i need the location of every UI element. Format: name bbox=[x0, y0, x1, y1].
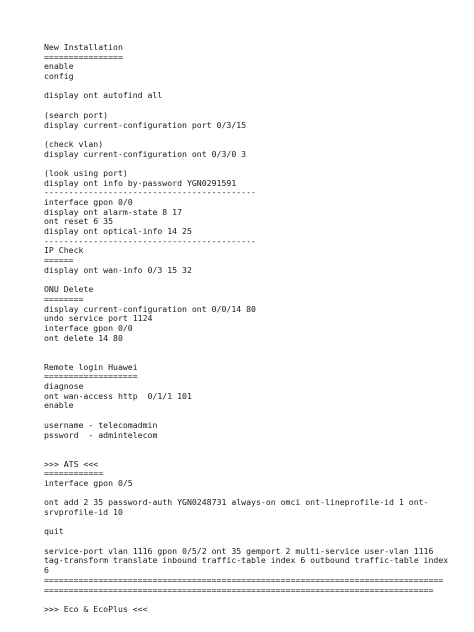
text-line: interface gpon 0/5 bbox=[44, 477, 133, 488]
text-line: (check vlan) bbox=[44, 138, 104, 149]
text-line: display current-configuration ont 0/0/14 80 bbox=[44, 303, 256, 314]
text-line: ont delete 14 80 bbox=[44, 332, 123, 343]
text-line: display current-configuration port 0/3/15 bbox=[44, 119, 247, 130]
text-line: Remote login Huawei bbox=[44, 361, 138, 372]
text-line: =============================================================================== bbox=[44, 584, 434, 595]
text-line: ont wan-access http 0/1/1 101 bbox=[44, 390, 192, 401]
text-line bbox=[44, 450, 448, 460]
text-line: diagnose bbox=[44, 381, 84, 392]
text-line: >>> ATS <<< bbox=[44, 458, 99, 469]
text-line: ------------------------------------------- bbox=[44, 235, 256, 246]
text-line: display current-configuration ont 0/3/0 3 bbox=[44, 148, 247, 159]
text-line bbox=[44, 343, 448, 353]
text-line: ------------------------------------------- bbox=[44, 187, 256, 198]
text-line: display ont wan-info 0/3 15 32 bbox=[44, 264, 192, 275]
text-line bbox=[44, 440, 448, 450]
text-line bbox=[44, 276, 448, 286]
text-line: ONU Delete bbox=[44, 284, 94, 295]
text-line: display ont optical-info 14 25 bbox=[44, 226, 192, 237]
text-line: srvprofile-id 10 bbox=[44, 507, 123, 517]
text-line: pssword - admintelecom bbox=[44, 429, 158, 440]
text-line: interface gpon 0/0 bbox=[44, 197, 133, 207]
text-line bbox=[44, 518, 448, 528]
text-line: undo service port 1124 bbox=[44, 313, 153, 324]
text-line: ont reset 6 35 bbox=[44, 216, 114, 227]
text-line: config bbox=[44, 71, 74, 82]
text-line: New Installation bbox=[44, 42, 123, 52]
text-line: (search port) bbox=[44, 109, 109, 120]
text-line: quit bbox=[44, 526, 64, 537]
text-line: tag-transform translate inbound traffic-table index 6 outbound traffic-table index bbox=[44, 555, 449, 566]
text-line: IP Check bbox=[44, 245, 84, 256]
text-line: ======== bbox=[44, 293, 84, 304]
text-line: (look using port) bbox=[44, 167, 128, 178]
text-line: display ont info by-password YGN0291591 bbox=[44, 177, 237, 188]
document-text bbox=[44, 43, 448, 615]
text-line: display ont autofind all bbox=[44, 90, 163, 101]
text-line: ont add 2 35 password-auth YGN0248731 always-on omci ont-lineprofile-id 1 ont- bbox=[44, 497, 429, 508]
text-line: >>> Eco & EcoPlus <<< bbox=[44, 603, 148, 614]
text-line: 6 bbox=[44, 565, 49, 576]
text-line: interface gpon 0/0 bbox=[44, 322, 133, 333]
text-line: ============ bbox=[44, 468, 104, 479]
text-line bbox=[44, 130, 448, 140]
text-line: ================ bbox=[44, 51, 123, 62]
text-line: enable bbox=[44, 61, 74, 72]
text-line: username - telecomadmin bbox=[44, 419, 158, 430]
text-line: display ont alarm-state 8 17 bbox=[44, 206, 183, 217]
text-line: ================================================================================= bbox=[44, 574, 444, 585]
text-line: =================== bbox=[44, 371, 138, 382]
text-line: enable bbox=[44, 400, 74, 411]
text-line: service-port vlan 1116 gpon 0/5/2 ont 35 gemport 2 multi-service user-vlan 1116 bbox=[44, 545, 434, 556]
text-line: ====== bbox=[44, 255, 74, 266]
